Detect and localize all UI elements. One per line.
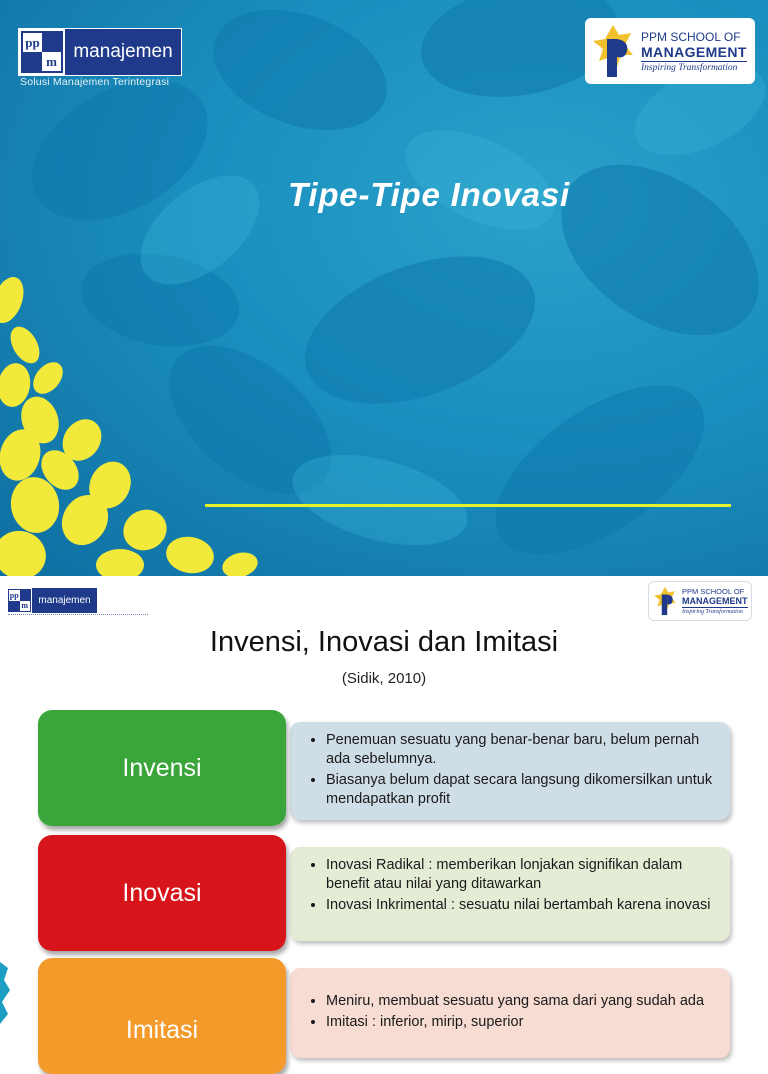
label-box-imitasi: Imitasi bbox=[38, 958, 286, 1074]
description-box bbox=[290, 847, 730, 941]
corner-decoration bbox=[0, 962, 20, 1024]
bullet-item: • Inovasi Inkrimental : sesuatu nilai bertambah karena inovasi bbox=[326, 896, 716, 915]
bullet-item: • Inovasi Radikal : memberikan lonjakan signifikan dalam benefit atau nilai yang ditawarkan bbox=[326, 856, 716, 894]
ppm-monogram bbox=[21, 31, 63, 73]
logo-letter-m: m bbox=[46, 53, 57, 69]
row-inovasi bbox=[38, 835, 730, 953]
logo-fill bbox=[23, 52, 42, 71]
school-emblem-icon bbox=[589, 21, 637, 81]
title-underline bbox=[205, 504, 731, 507]
logo-fill bbox=[20, 590, 31, 601]
description-list bbox=[306, 731, 716, 809]
bullet-item: • Imitasi : inferior, mirip, superior bbox=[326, 1013, 716, 1032]
school-logo-line1: PPM SCHOOL OF bbox=[641, 29, 741, 44]
ppm-manajemen-logo-small bbox=[7, 588, 97, 613]
school-logo-text bbox=[682, 587, 748, 615]
slide-title: Invensi, Inovasi dan Imitasi bbox=[209, 626, 559, 658]
row-invensi bbox=[38, 710, 730, 828]
logo-letters-pp: pp bbox=[25, 34, 40, 50]
content-slide bbox=[0, 576, 768, 1044]
citation: (Sidik, 2010) bbox=[341, 670, 427, 687]
school-logo-tagline: Inspiring Transformation bbox=[641, 61, 747, 73]
description-list bbox=[306, 856, 716, 915]
label-box-invensi: Invensi bbox=[38, 710, 286, 826]
ppm-monogram bbox=[8, 589, 31, 612]
bullet-item: • Meniru, membuat sesuatu yang sama dari yang sudah ada bbox=[326, 992, 716, 1011]
logo-word: manajemen bbox=[65, 29, 181, 75]
logo-word: manajemen bbox=[32, 588, 97, 613]
ppm-school-logo-small bbox=[648, 581, 752, 621]
description-list bbox=[306, 992, 716, 1032]
logo-fill bbox=[42, 33, 61, 52]
description-box bbox=[290, 722, 730, 820]
label-box-inovasi: Inovasi bbox=[38, 835, 286, 951]
logo-fill bbox=[9, 601, 20, 612]
bullet-item: • Biasanya belum dapat secara langsung dikomersilkan untuk mendapatkan profit bbox=[326, 771, 716, 809]
logo-letters-pp: pp bbox=[9, 590, 19, 600]
school-emblem-icon bbox=[652, 584, 678, 618]
description-box bbox=[290, 968, 730, 1058]
school-logo-line2: MANAGEMENT bbox=[641, 43, 747, 60]
school-logo-line1: PPM SCHOOL OF bbox=[682, 587, 745, 596]
ppm-school-logo bbox=[585, 18, 755, 84]
logo-tagline: Solusi Manajemen Terintegrasi bbox=[20, 76, 170, 88]
ppm-manajemen-logo bbox=[18, 28, 182, 76]
school-logo-line2: MANAGEMENT bbox=[682, 596, 748, 606]
slide-title: Tipe-Tipe Inovasi bbox=[288, 176, 570, 213]
logo-letter-m: m bbox=[21, 601, 29, 611]
school-logo-text bbox=[641, 30, 747, 73]
bullet-item: • Penemuan sesuatu yang benar-benar baru, belum pernah ada sebelumnya. bbox=[326, 731, 716, 769]
school-logo-tagline: Inspiring Transformation bbox=[682, 607, 748, 615]
row-imitasi bbox=[38, 958, 730, 1044]
logo-tagline-decoration bbox=[8, 614, 148, 618]
